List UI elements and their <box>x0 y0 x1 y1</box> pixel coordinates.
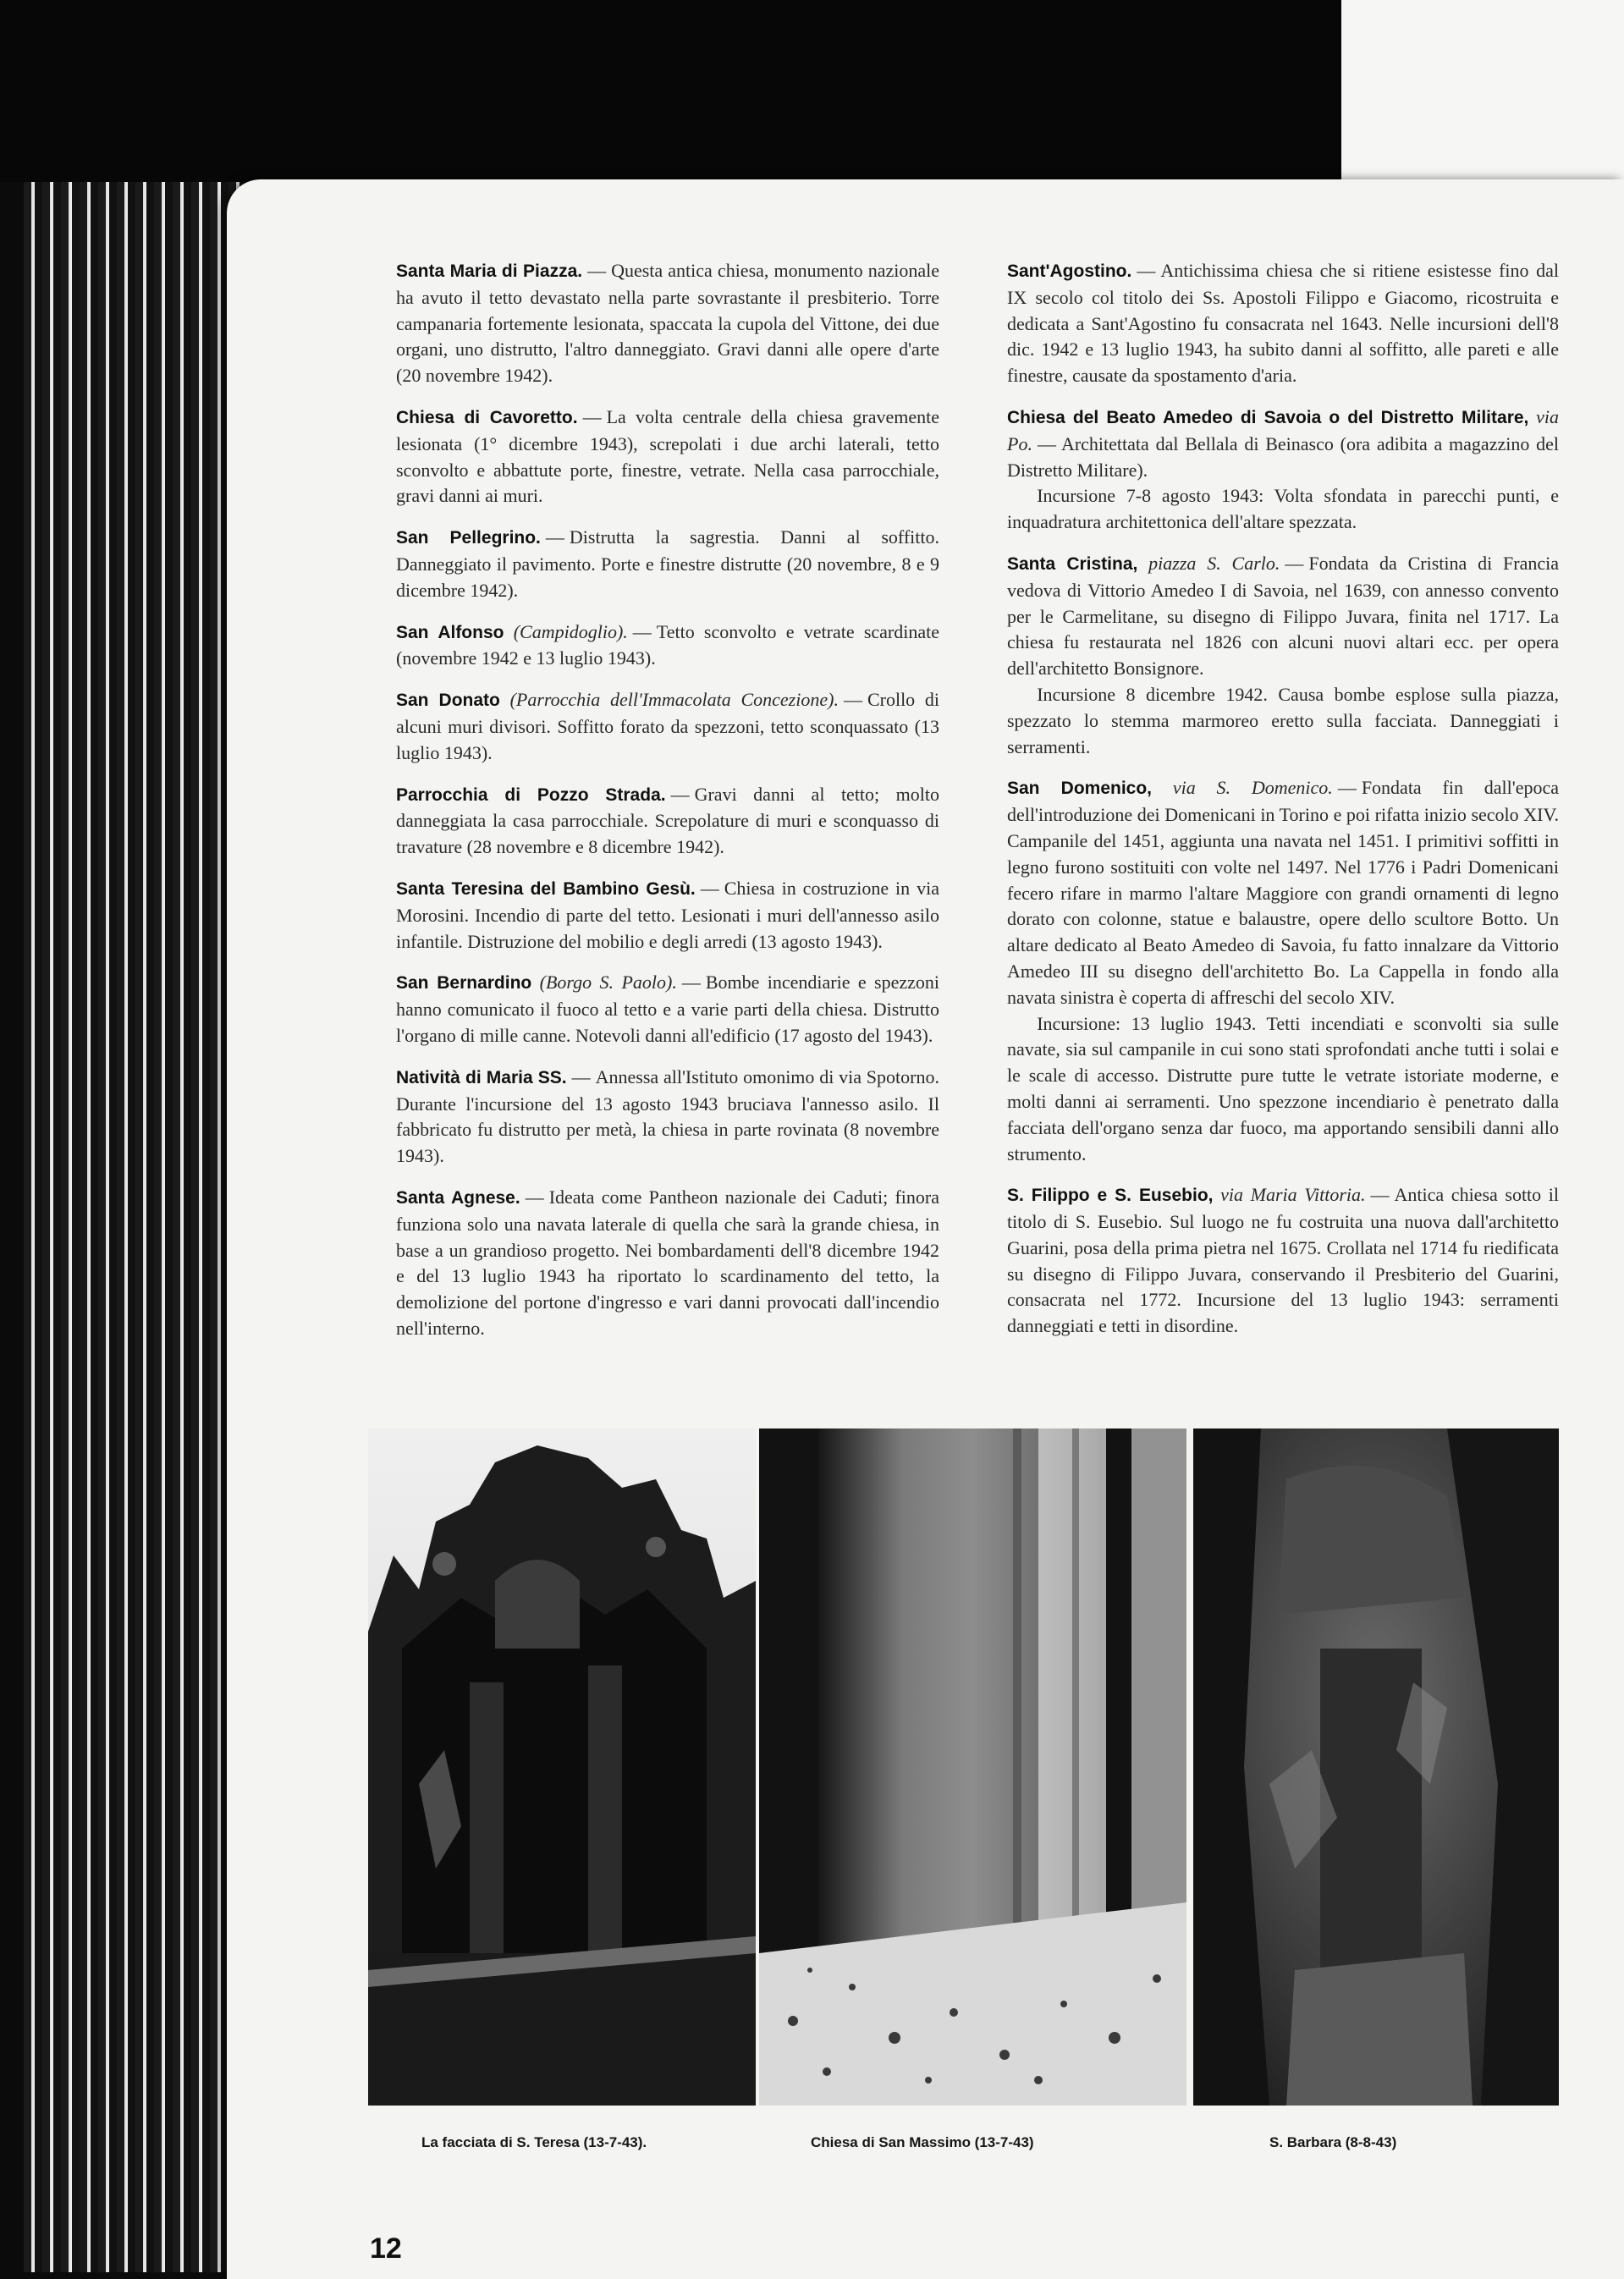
entry-paragraph: San Alfonso (Campidoglio). — Tetto sconvolto e vetrate scardinate (novembre 1942 e 13 luglio 1943). <box>396 620 939 669</box>
church-entry <box>1007 1182 1559 1340</box>
entry-location: via Po. <box>1007 405 1560 454</box>
church-entry <box>1007 551 1559 760</box>
entry-location: (Campidoglio). <box>513 620 628 642</box>
entry-paragraph: Parrocchia di Pozzo Strada. — Gravi danni al tetto; molto danneggiata la casa parrocchiale. Screpolature di muri e sconquasso di travature (28 novembre e 8 dicembre 1942). <box>396 783 939 858</box>
entry-paragraph: Chiesa di Cavoretto. — La volta centrale della chiesa gravemente lesionata (1° dicembre 1943), screpolati i due archi laterali, tetto sconvolto e abbattute porte, finestre, vetrate. Nella casa parrocchiale, gravi danni ai muri. <box>396 405 939 507</box>
church-entry <box>396 687 939 766</box>
page-number: 12 <box>370 2232 402 2265</box>
entry-text: Crollo di alcuni muri divisori. Soffitto forato da spezzoni, tetto sconquassato (13 luglio 1943). <box>396 689 939 763</box>
entry-title: Santa Agnese. <box>396 1187 520 1208</box>
entry-text: Incursione 7-8 agosto 1943: Volta sfondata in parecchi punti, e inquadratura architettonica dell'altare spezzata. <box>1007 485 1559 533</box>
entry-paragraph: Santa Agnese. — Ideata come Pantheon nazionale dei Caduti; finora funziona solo una navata laterale di quella che sarà la grande chiesa, in base a un grandioso progetto. Nei bombardamenti dell'8 dicembre 1942 e del 13 luglio 1943 ha riportato lo scardinamento del tetto, la demolizione del portone d'ingresso e vari danni provocati dall'incendio nell'interno. <box>396 1186 939 1339</box>
caption-photo-2: Chiesa di San Massimo (13-7-43) <box>811 2134 1034 2150</box>
photo-san-massimo <box>759 1429 1186 2106</box>
entry-paragraph <box>1007 483 1559 536</box>
entry-title: Parrocchia di Pozzo Strada. <box>396 784 666 805</box>
entry-title: Santa Teresina del Bambino Gesù. <box>396 878 696 899</box>
entry-title: Santa Cristina, <box>1007 553 1138 574</box>
entry-paragraph: San Bernardino (Borgo S. Paolo). — Bombe incendiarie e spezzoni hanno comunicato il fuoco al tetto e a varie parti della chiesa. Distrutto l'organo di mille canne. Notevoli danni all'edificio (17 agosto del 1943). <box>396 972 939 1046</box>
church-entry <box>1007 775 1559 1167</box>
entry-paragraph: Santa Teresina del Bambino Gesù. — Chiesa in costruzione in via Morosini. Incendio di parte del tetto. Lesionati i muri dell'annesso asilo infantile. Distruzione del mobilio e degli arredi (13 agosto 1943). <box>396 877 940 952</box>
entry-paragraph: Santa Maria di Piazza. — Questa antica chiesa, monumento nazionale ha avuto il tetto devastato nella parte sovrastante il presbiterio. Torre campanaria fortemente lesionata, spaccata la cupola del Vittone, dei due organi, uno distrutto, l'altro danneggiato. Gravi danni alle opere d'arte (20 novembre 1942). <box>396 260 940 387</box>
entry-text: Chiesa in costruzione in via Morosini. Incendio di parte del tetto. Lesionati i muri dell'annesso asilo infantile. Distruzione del mobilio e degli arredi (13 agosto 1943). <box>396 877 940 952</box>
entry-paragraph <box>1007 682 1559 760</box>
entry-text: Fondata fin dall'epoca dell'introduzione dei Domenicani in Torino e poi rifatta inizio secolo XIV. Campanile del 1451, aggiunta una navata nel 1451. I primitivi soffitti in legno furono sostituiti con volte nel 1497. Nel 1776 i Padri Domenicani fecero rifare in marmo l'altare Maggiore con grandi ornamenti di legno dorato con colonne, statue e balaustre, opere dello scultore Botto. Un altare dedicato al Beato Amedeo di Savoia, fu fatto innalzare da Vittorio Amedeo III su disegno dell'architetto Bo. La Cappella in fondo alla navata sinistra è coperta di affreschi del secolo XIV. <box>1007 777 1560 1008</box>
entry-paragraph: San Donato (Parrocchia dell'Immacolata Concezione). — Crollo di alcuni muri divisori. Soffitto forato da spezzoni, tetto sconquassato (13 luglio 1943). <box>396 689 939 763</box>
church-entry <box>396 782 939 861</box>
entry-location: (Borgo S. Paolo). <box>539 972 677 994</box>
entry-paragraph: Sant'Agostino. — Antichissima chiesa che si ritiene esistesse fino dal IX secolo col titolo dei Ss. Apostoli Filippo e Giacomo, ricostruita e dedicata a Sant'Agostino fu consacrata nel 1643. Nelle incursioni dell'8 dic. 1942 e 13 luglio 1943, ha subito danni al soffitto, alle pareti e alle finestre, causate da spostamento d'aria. <box>1007 260 1559 387</box>
entry-text: Annessa all'Istituto omonimo di via Spotorno. Durante l'incursione del 13 agosto 1943 bruciava l'annesso asilo. Il fabbricato fu distrutto per metà, la chiesa in parte rovinata (8 novembre 1943). <box>396 1065 939 1167</box>
text-column-left <box>396 258 939 1357</box>
entry-text: Architettata dal Bellala di Beinasco (ora adibita a magazzino del Distretto Militare). <box>1007 432 1559 481</box>
caption-photo-1: La facciata di S. Teresa (13-7-43). <box>421 2134 647 2150</box>
entry-location: piazza S. Carlo. <box>1148 552 1280 574</box>
entry-paragraph: S. Filippo e S. Eusebio, via Maria Vittoria. — Antica chiesa sotto il titolo di S. Eusebio. Sul luogo ne fu costruita una nuova dall'architetto Guarini, posa della prima pietra nel 1675. Crollata nel 1714 fu riedificata su disegno di Filippo Juvara, conservando il Presbiterio del Guarini, consacrata nel 1772. Incursione del 13 luglio 1943: serramenti danneggiati e tetti in disordine. <box>1007 1184 1560 1337</box>
entry-text: Incursione: 13 luglio 1943. Tetti incendiati e sconvolti sia sulle navate, sia sul campanile in cui sono stati sprofondati anche tutti i solai e le scale di accesso. Distrutte pure tutte le vetrate istoriate moderne, e molti danni ai serramenti. Uno spezzone incendiario è penetrato dalla facciata dell'organo senza dar fuoco, ma apportando sensibili danni allo strumento. <box>1007 1012 1559 1164</box>
church-entry <box>396 1065 939 1170</box>
entry-title: San Alfonso <box>396 622 504 642</box>
church-entry <box>396 619 939 673</box>
entry-title: Santa Maria di Piazza. <box>396 261 583 281</box>
scan-background-corner <box>1341 0 1624 190</box>
entry-title: San Domenico, <box>1007 779 1153 799</box>
church-entry <box>396 876 939 955</box>
entry-location: via S. Domenico. <box>1172 777 1333 799</box>
church-entry <box>1007 258 1559 389</box>
entry-paragraph: Santa Cristina, piazza S. Carlo. — Fondata da Cristina di Francia vedova di Vittorio Amedeo I di Savoia, nel 1639, con annesso convento per le Carmelitane, su disegno di Filippo Juvara, finita nel 1717. La chiesa fu restaurata nel 1826 con alcuni nuovi altari ecc. per opera dell'architetto Bonsignore. <box>1007 552 1559 680</box>
church-entry <box>396 970 939 1049</box>
entry-title: Chiesa del Beato Amedeo di Savoia o del Distretto Militare, <box>1007 407 1529 427</box>
entry-location: (Parrocchia dell'Immacolata Concezione). <box>509 689 839 711</box>
entry-title: San Bernardino <box>396 973 532 994</box>
church-entry <box>396 1185 939 1342</box>
entry-paragraph: San Domenico, via S. Domenico. — Fondata fin dall'epoca dell'introduzione dei Domenicani in Torino e poi rifatta inizio secolo XIV. Campanile del 1451, aggiunta una navata nel 1451. I primitivi soffitti in legno furono sostituiti con volte nel 1497. Nel 1776 i Padri Domenicani fecero rifare in marmo l'altare Maggiore con grandi ornamenti di legno dorato con colonne, statue e balaustre, opere dello scultore Botto. Un altare dedicato al Beato Amedeo di Savoia, fu fatto innalzare da Vittorio Amedeo III su disegno dell'architetto Bo. La Cappella in fondo alla navata sinistra è coperta di affreschi del secolo XIV. <box>1007 777 1560 1008</box>
church-entry <box>396 258 939 389</box>
entry-paragraph: San Pellegrino. — Distrutta la sagrestia. Danni al soffitto. Danneggiato il pavimento. Porte e finestre distrutte (20 novembre, 8 e 9 dicembre 1942). <box>396 526 939 601</box>
entry-paragraph <box>1007 1011 1559 1168</box>
entry-text: Fondata da Cristina di Francia vedova di Vittorio Amedeo I di Savoia, nel 1639, con annesso convento per le Carmelitane, su disegno di Filippo Juvara, finita nel 1717. La chiesa fu restaurata nel 1826 con alcuni nuovi altari ecc. per opera dell'architetto Bonsignore. <box>1007 552 1559 680</box>
entry-title: Chiesa di Cavoretto. <box>396 407 578 427</box>
entry-title: San Pellegrino. <box>396 528 541 548</box>
entry-text: Distrutta la sagrestia. Danni al soffitto. Danneggiato il pavimento. Porte e finestre distrutte (20 novembre, 8 e 9 dicembre 1942). <box>396 526 939 601</box>
entry-text: Questa antica chiesa, monumento nazionale ha avuto il tetto devastato nella parte sovrastante il presbiterio. Torre campanaria fortemente lesionata, spaccata la cupola del Vittone, dei due organi, uno distrutto, l'altro danneggiato. Gravi danni alle opere d'arte (20 novembre 1942). <box>396 260 940 387</box>
entry-title: Natività di Maria SS. <box>396 1067 567 1087</box>
entry-text: La volta centrale della chiesa gravemente lesionata (1° dicembre 1943), screpolati i due archi laterali, tetto sconvolto e abbattute porte, finestre, vetrate. Nella casa parrocchiale, gravi danni ai muri. <box>396 405 939 507</box>
entry-text: Incursione 8 dicembre 1942. Causa bombe esplose sulla piazza, spezzato lo stemma marmoreo eretto sulla facciata. Danneggiati i serramenti. <box>1007 683 1559 757</box>
entry-location: via Maria Vittoria. <box>1220 1184 1366 1206</box>
entry-paragraph: Chiesa del Beato Amedeo di Savoia o del Distretto Militare, via Po. — Architettata dal Bellala di Beinasco (ora adibita a magazzino del Distretto Militare). <box>1007 405 1560 481</box>
text-column-right <box>1007 258 1559 1355</box>
book-page-edges <box>24 182 244 2272</box>
entry-title: San Donato <box>396 691 500 711</box>
entry-paragraph: Natività di Maria SS. — Annessa all'Istituto omonimo di via Spotorno. Durante l'incursione del 13 agosto 1943 bruciava l'annesso asilo. Il fabbricato fu distrutto per metà, la chiesa in parte rovinata (8 novembre 1943). <box>396 1065 939 1167</box>
entry-text: Antica chiesa sotto il titolo di S. Eusebio. Sul luogo ne fu costruita una nuova dall'architetto Guarini, posa della prima pietra nel 1675. Crollata nel 1714 fu riedificata su disegno di Filippo Juvara, conservando il Presbiterio del Guarini, consacrata nel 1772. Incursione del 13 luglio 1943: serramenti danneggiati e tetti in disordine. <box>1007 1184 1560 1337</box>
photo-facade-santa-teresa <box>368 1429 756 2106</box>
entry-text: Ideata come Pantheon nazionale dei Caduti; finora funziona solo una navata laterale di quella che sarà la grande chiesa, in base a un grandioso progetto. Nei bombardamenti dell'8 dicembre 1942 e del 13 luglio 1943 ha riportato lo scardinamento del tetto, la demolizione del portone d'ingresso e vari danni provocati dall'incendio nell'interno. <box>396 1186 939 1339</box>
church-entry <box>1007 405 1559 536</box>
entry-text: Tetto sconvolto e vetrate scardinate (novembre 1942 e 13 luglio 1943). <box>396 620 939 669</box>
caption-photo-3: S. Barbara (8-8-43) <box>1269 2134 1397 2150</box>
entry-text: Antichissima chiesa che si ritiene esistesse fino dal IX secolo col titolo dei Ss. Apostoli Filippo e Giacomo, ricostruita e dedicata a Sant'Agostino fu consacrata nel 1643. Nelle incursioni dell'8 dic. 1942 e 13 luglio 1943, ha subito danni al soffitto, alle pareti e alle finestre, causate da spostamento d'aria. <box>1007 260 1559 387</box>
entry-title: S. Filippo e S. Eusebio, <box>1007 1186 1214 1206</box>
entry-title: Sant'Agostino. <box>1007 261 1132 281</box>
entry-text: Bombe incendiarie e spezzoni hanno comunicato il fuoco al tetto e a varie parti della chiesa. Distrutto l'organo di mille canne. Notevoli danni all'edificio (17 agosto del 1943). <box>396 972 939 1046</box>
photo-santa-barbara <box>1193 1429 1559 2106</box>
entry-text: Gravi danni al tetto; molto danneggiata la casa parrocchiale. Screpolature di muri e sconquasso di travature (28 novembre e 8 dicembre 1942). <box>396 783 939 858</box>
church-entry <box>396 405 939 509</box>
church-entry <box>396 525 939 603</box>
